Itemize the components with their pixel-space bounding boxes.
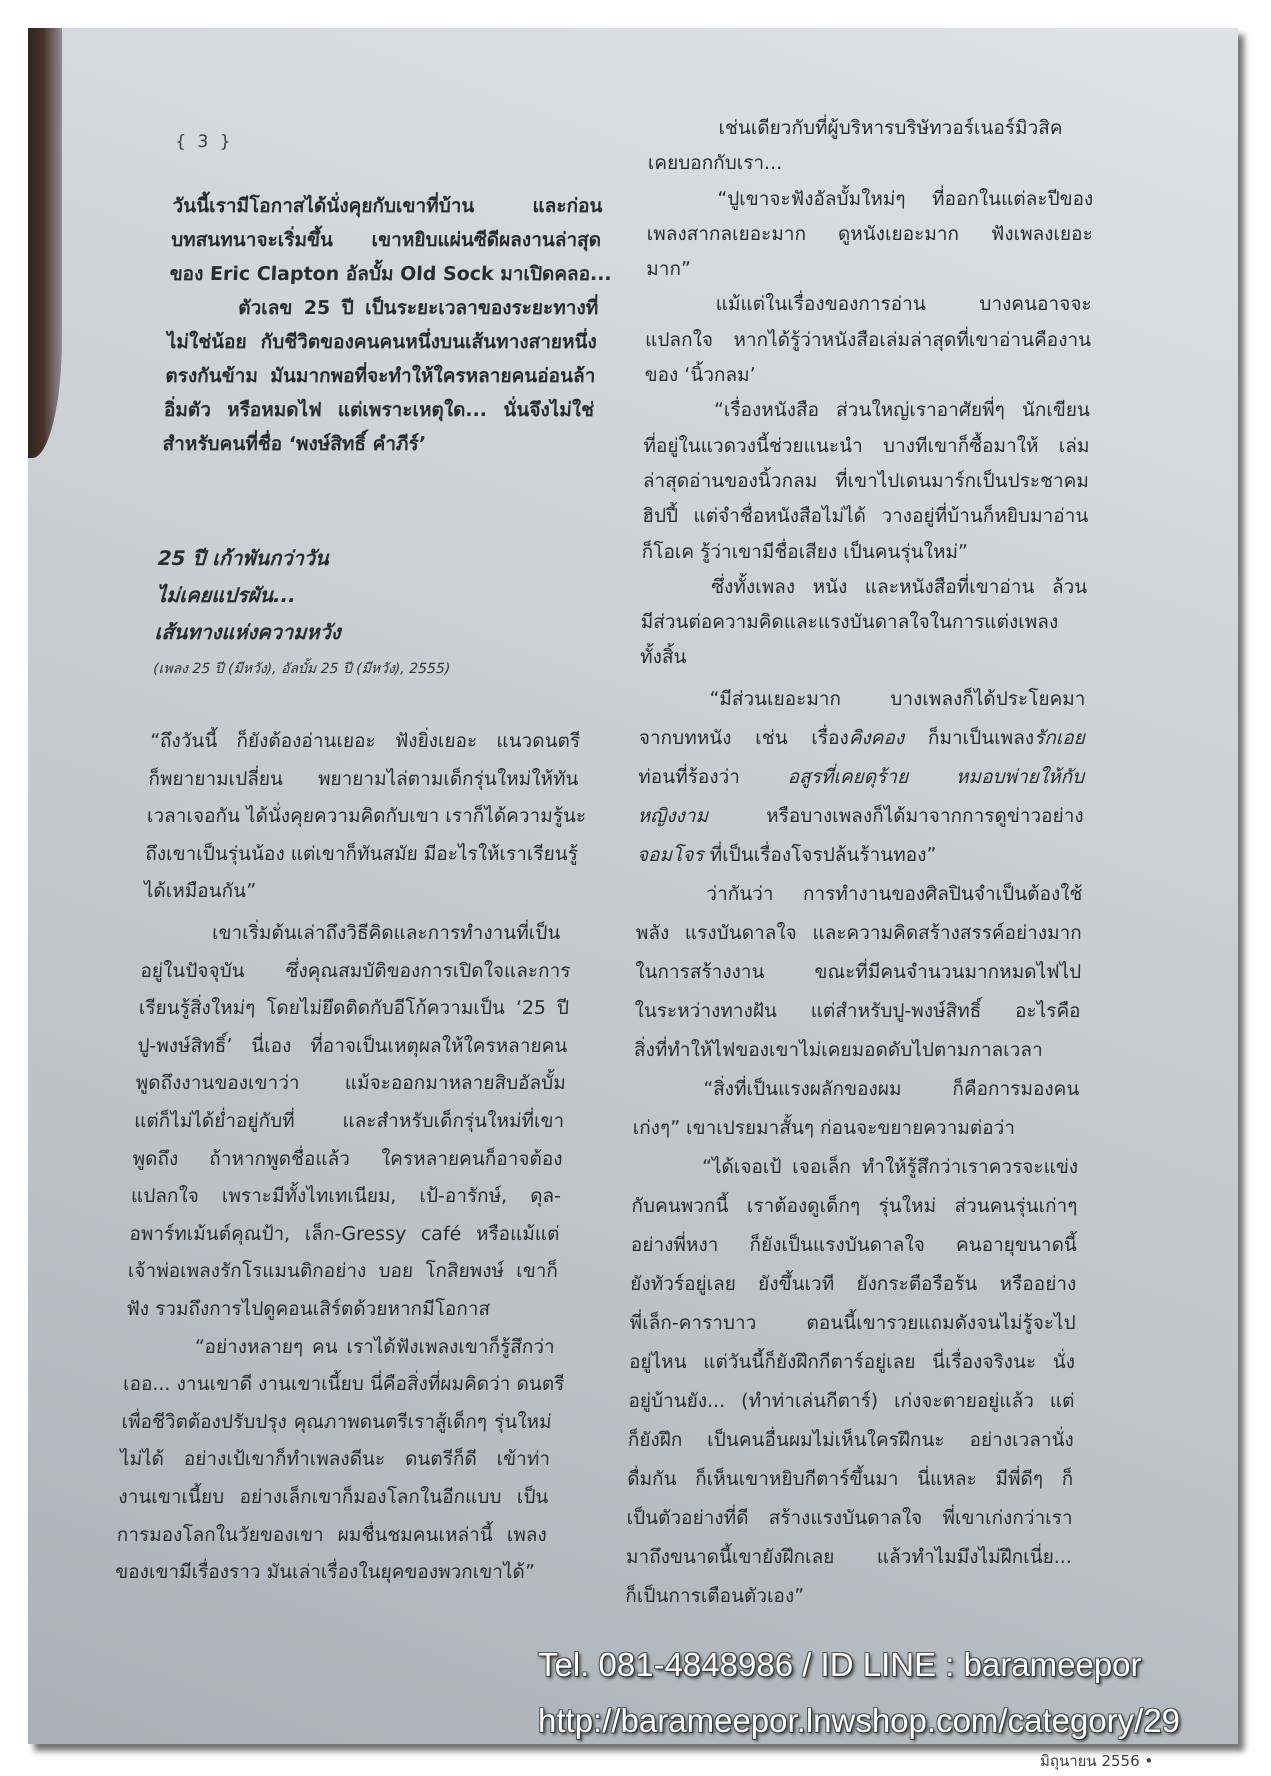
text-line: ฟัง รวมถึงการไปดูคอนเสิร์ตด้วยหากมีโอกาส	[125, 1297, 491, 1320]
text-line: 25 ปี เก้าพันกว่าวัน	[157, 546, 330, 570]
text-line	[639, 719, 1086, 758]
text-line: ซึ่งทั้งเพลง หนัง และหนังสือที่เขาอ่าน ล้วน	[711, 575, 1088, 598]
text-line: เรียนรู้สิ่งใหม่ๆ โดยไม่ยึดติดกับอีโก้ความเป็น ‘25 ปี	[138, 997, 570, 1020]
text-line: ตัวเลข 25 ปี เป็นระยะเวลาของระยะทางที่	[237, 297, 599, 319]
text-line: ยังทัวร์อยู่เลย ยังขึ้นเวที ยังกระตือรือร้น หรืออย่าง	[630, 1273, 1077, 1295]
text-line: ได้เหมือนกัน”	[143, 880, 257, 903]
text-line: วันนี้เรามีโอกาสได้นั่งคุยกับเขาที่บ้าน และก่อน	[172, 195, 604, 217]
text-line	[638, 758, 1085, 797]
text-line: เป็นตัวอย่างที่ดี สร้างแรงบันดาลใจ พี่เขาเก่งกว่าเรา	[626, 1507, 1073, 1529]
italic-title-text: จอมโจร	[636, 844, 704, 866]
text-line: มาถึงขนาดนี้เขายังฝึกเลย แล้วทำไมมึงไม่ฝึกเนี่ย...	[625, 1546, 1073, 1568]
text-line: พี่เล็ก-คาราบาว ตอนนี้เขารวยแถมดังจนไม่รู้จะไป	[629, 1312, 1076, 1334]
text-line: ทั้งสิ้น	[639, 646, 687, 669]
page-footer: มิถุนายน 2556 •	[1040, 1752, 1154, 1770]
text-line: พูดถึงงานของเขาว่า แม้จะออกมาหลายสิบอัลบั้ม	[135, 1072, 567, 1095]
text-segment: ก็มาเป็นเพลง	[904, 727, 1035, 749]
song-caption: (เพลง 25 ปี (มีหวัง), อัลบั้ม 25 ปี (มีหวัง), 2555)	[152, 661, 451, 677]
text-line: ตรงกันข้าม มันมากพอที่จะทำให้ใครหลายคนอ่อนล้า	[164, 365, 596, 387]
text-line: สำหรับคนที่ชื่อ ‘พงษ์สิทธิ์ คำภีร์’	[162, 433, 427, 455]
text-line: การมองโลกในวัยของเขา ผมชื่นชมคนเหล่านี้ เพลง	[116, 1523, 548, 1546]
text-line: ของ Eric Clapton อัลบั้ม Old Sock มาเปิดคลอ...	[169, 263, 613, 285]
text-line	[637, 836, 1084, 875]
text-line: สิ่งที่ทำให้ไฟของเขาไม่เคยมอดดับไปตามกาลเวลา	[633, 1039, 1043, 1061]
text-line: พลัง แรงบันดาลใจ และความคิดสร้างสรรค์อย่างมาก	[635, 922, 1082, 944]
watermark-contact: Tel. 081-4848986 / ID LINE : barameepor	[538, 1646, 1142, 1683]
text-line: อยู่ในปัจจุบัน ซึ่งคุณสมบัติของการเปิดใจและการ	[140, 959, 571, 982]
section-number: { 3 }	[174, 132, 234, 152]
text-line: ปู-พงษ์สิทธิ์’ นี่เอง ที่อาจเป็นเหตุผลให้ใครหลายคน	[136, 1034, 568, 1057]
text-line: ว่ากันว่า การทำงานของศิลปินจำเป็นต้องใช้	[706, 883, 1083, 905]
text-line: ไม่เคยแปรผัน...	[155, 583, 297, 607]
italic-title-text: รักเอย	[1033, 727, 1086, 749]
text-line: บทสนทนาจะเริ่มขึ้น เขาหยิบแผ่นซีดีผลงานล่าสุด	[170, 229, 602, 251]
text-line: อย่างพี่หงา ก็ยังเป็นแรงบันดาลใจ คนอายุขนาดนี้	[630, 1234, 1078, 1256]
text-segment: ที่เป็นเรื่องโจรปล้นร้านทอง”	[703, 844, 937, 866]
text-line: อยู่บ้านยัง... (ทำท่าเล่นกีตาร์) เก่งจะตายอยู่แล้ว แต่	[628, 1390, 1075, 1412]
text-segment: ท่อนที่ร้องว่า	[638, 766, 788, 788]
text-line: ในการสร้างงาน ขณะที่มีคนจำนวนมากหมดไฟไป	[634, 961, 1082, 983]
text-line: “สิ่งที่เป็นแรงผลักของผม ก็คือการมองคน	[703, 1078, 1080, 1100]
text-line: มีส่วนต่อความคิดและแรงบันดาลใจในการแต่งเพลง	[640, 611, 1059, 634]
text-line: ถึงเขาเป็นรุ่นน้อง แต่เขาก็ทันสมัย มีอะไรให้เราเรียนรู้	[144, 842, 579, 865]
text-line: เก่งๆ” เขาเปรยมาสั้นๆ ก่อนจะขยายความต่อว่า	[632, 1117, 1016, 1139]
text-line: อพาร์ทเม้นต์คุณป้า, เล็ก-Gressy café หรือแม้แต่	[129, 1222, 560, 1245]
text-line: งานเขาเนี้ยบ อย่างเล็กเขาก็มองโลกในอีกแบบ เป็น	[117, 1485, 549, 1508]
text-line: “เรื่องหนังสือ ส่วนใหญ่เราอาศัยพี่ๆ นักเขียน	[713, 399, 1091, 422]
italic-title-text: อสูรที่เคยดุร้าย หมอบพ่ายให้กับ	[787, 766, 1085, 788]
text-line: ที่อยู่ในแวดวงนี้ช่วยแนะนำ บางทีเขาก็ซื้อมาให้ เล่ม	[643, 434, 1090, 457]
text-line: เพลงสากลเยอะมาก ดูหนังเยอะมาก ฟังเพลงเยอะ	[646, 222, 1093, 245]
text-line: เคยบอกกับเรา...	[647, 152, 783, 175]
section-heading	[154, 540, 589, 651]
italic-title-text: คิงคอง	[848, 727, 905, 749]
body-paragraph	[114, 915, 572, 1592]
right-paragraphs-bottom	[625, 680, 1086, 1616]
text-line: มาก”	[646, 258, 691, 281]
text-line: ดื่มกัน ก็เห็นเขาหยิบกีตาร์ขึ้นมา นี่แหละ มีพี่ดีๆ ก็	[627, 1468, 1074, 1490]
italic-title-text: หญิงงาม	[637, 805, 709, 827]
watermark-url: http://barameepor.lnwshop.com/category/29	[538, 1702, 1181, 1739]
text-line: พูดถึง ถ้าหากพูดชื่อแล้ว ใครหลายคนก็อาจต้อง	[132, 1147, 564, 1170]
magazine-page-photo	[28, 28, 1238, 1744]
text-line: “อย่างหลายๆ คน เราได้ฟังเพลงเขาก็รู้สึกว่า	[194, 1335, 556, 1358]
text-line	[637, 797, 1084, 836]
text-line: เพื่อชีวิตต้องปรับปรุง คุณภาพดนตรีเราสู้เด็กๆ รุ่นใหม่	[121, 1410, 553, 1433]
text-line: ในระหว่างทางฝัน แต่สำหรับปู-พงษ์สิทธิ์ อะไรคือ	[634, 1000, 1081, 1022]
intro-paragraph	[162, 189, 613, 461]
text-line: เจ้าพ่อเพลงรักโรแมนติกอย่าง บอย โกสิยพงษ์ เขาก็	[127, 1260, 559, 1283]
text-line: ก็เป็นการเตือนตัวเอง”	[625, 1585, 805, 1607]
text-line: ฮิปปี้ แต่จำชื่อหนังสือไม่ได้ วางอยู่ที่บ้านก็หยิบมาอ่าน	[642, 505, 1089, 528]
text-line: ของเขามีเรื่องราว มันเล่าเรื่องในยุคของพวกเขาได้”	[114, 1561, 536, 1584]
text-line: แม้แต่ในเรื่องของการอ่าน บางคนอาจจะ	[715, 293, 1092, 316]
text-line: แปลกใจ หากได้รู้ว่าหนังสือเล่มล่าสุดที่เขาอ่านคืองาน	[644, 328, 1092, 351]
text-line: อยู่ไหน แต่วันนี้ก็ยังฝึกกีตาร์อยู่เลย นี่เรื่องจริงนะ นั่ง	[628, 1351, 1076, 1373]
text-line: เขาเริ่มต้นเล่าถึงวิธีคิดและการทำงานที่เป็น	[211, 922, 561, 944]
text-line: “ปูเขาจะฟังอัลบั้มใหม่ๆ ที่ออกในแต่ละปีของ	[717, 187, 1094, 210]
text-line: “ได้เจอเป้ เจอเล็ก ทำให้รู้สึกว่าเราควรจะแข่ง	[701, 1156, 1079, 1178]
text-line: ของ ‘นิ้วกลม’	[644, 364, 756, 387]
book-binding-edge	[28, 28, 62, 458]
text-line: ล่าสุดอ่านของนิ้วกลม ที่เขาไปเดนมาร์กเป็นประชาคม	[642, 469, 1090, 492]
text-line: “มีส่วนเยอะมาก บางเพลงก็ได้ประโยคมา	[709, 688, 1086, 710]
text-line: เช่นเดียวกับที่ผู้บริหารบริษัทวอร์เนอร์มิวสิค	[718, 117, 1063, 139]
text-segment: จากบทหนัง เช่น เรื่อง	[638, 727, 849, 749]
text-line: อิ่มตัว หรือหมดไฟ แต่เพราะเหตุใด... นั่นจึงไม่ใช่	[163, 399, 595, 421]
text-line: กับคนพวกนี้ เราต้องดูเด็กๆ รุ่นใหม่ ส่วนคนรุ่นเก่าๆ	[631, 1195, 1078, 1217]
text-line: ก็ยังฝึก เป็นคนอื่นผมไม่เห็นใครฝึกนะ อย่างเวลานั่ง	[627, 1429, 1074, 1451]
quote-paragraph	[143, 723, 587, 911]
text-line: เวลาเจอกัน ได้นั่งคุยความคิดกับเขา เราก็ได้ความรู้นะ	[146, 805, 587, 828]
text-line: “ถึงวันนี้ ก็ยังต้องอ่านเยอะ ฟังยิ่งเยอะ แนวดนตรี	[149, 730, 581, 752]
text-line: ก็พยายามเปลี่ยน พยายามไล่ตามเด็กรุ่นใหม่ให้ทัน	[148, 767, 580, 790]
text-line: เออ... งานเขาดี งานเขาเนี้ยบ นี่คือสิ่งที่ผมคิดว่า ดนตรี	[122, 1373, 565, 1396]
text-line: ไม่ใช่น้อย กับชีวิตของคนคนหนึ่งบนเส้นทางสายหนึ่ง	[166, 331, 598, 353]
text-line: ก็โอเค รู้ว่าเขามีชื่อเสียง เป็นคนรุ่นใหม่”	[641, 540, 968, 563]
text-line: เส้นทางแห่งความหวัง	[154, 620, 342, 644]
right-paragraphs-top	[640, 111, 1095, 676]
text-segment: หรือบางเพลงก็ได้มาจากการดูข่าวอย่าง	[707, 805, 1084, 827]
text-line: แต่ก็ไม่ได้ย่ำอยู่กับที่ และสำหรับเด็กรุ่นใหม่ที่เขา	[133, 1109, 565, 1132]
text-line: ไม่ได้ อย่างเป้เขาก็ทำเพลงดีนะ ดนตรีก็ดี เข้าท่า	[119, 1448, 551, 1471]
text-line: แปลกใจ เพราะมีทั้งไทเทเนียม, เป้-อารักษ์, ดุล-	[130, 1185, 562, 1208]
